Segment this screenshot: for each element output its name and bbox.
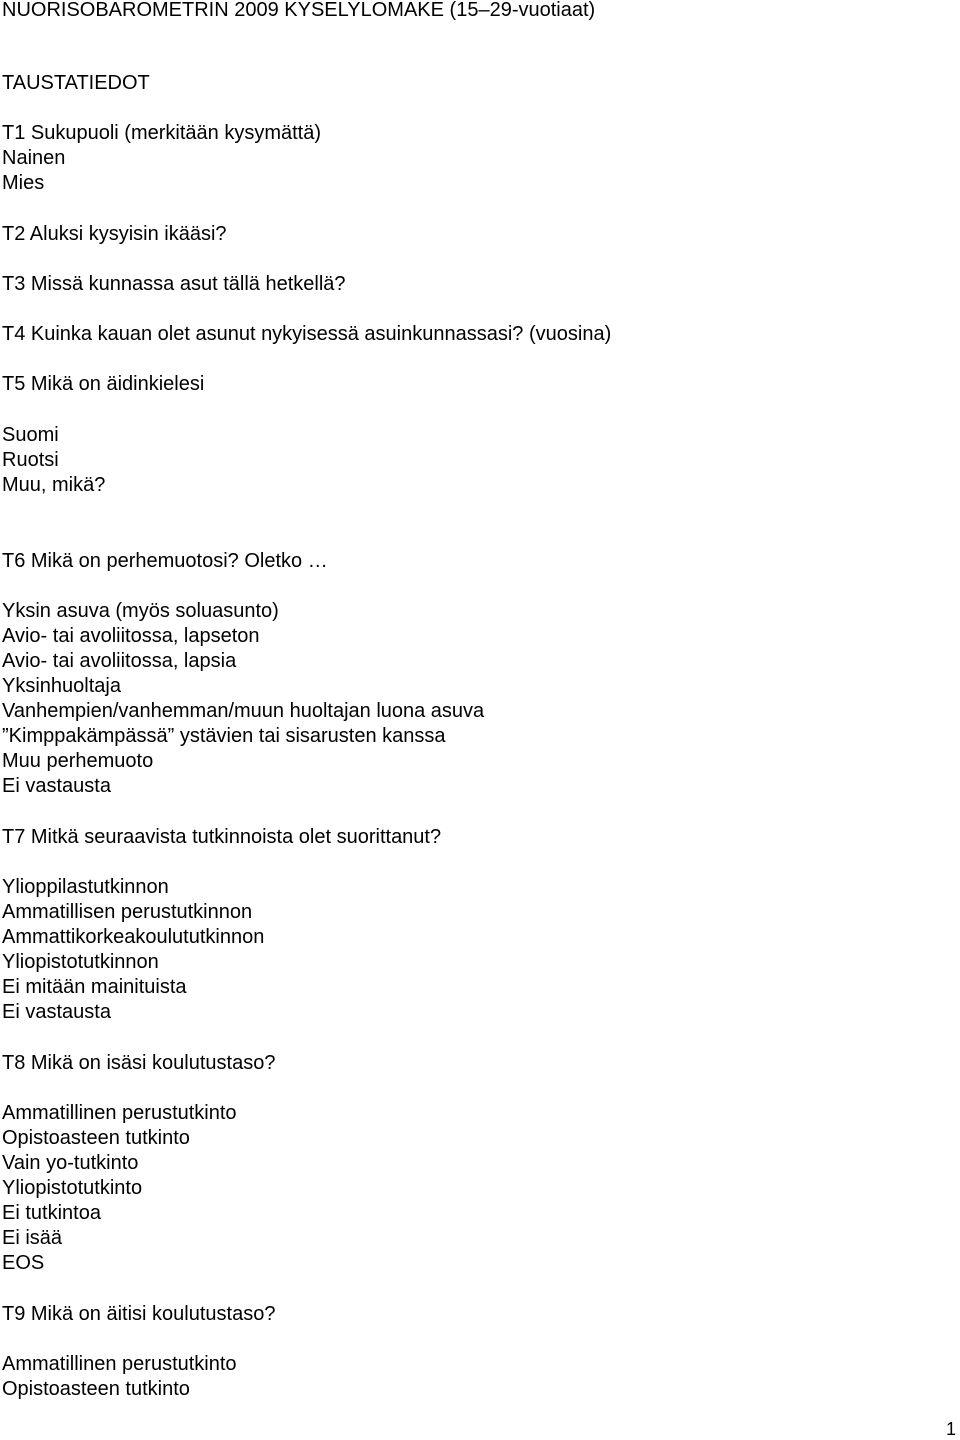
question-t5: T5 Mikä on äidinkielesi bbox=[2, 373, 205, 395]
option-t5-muu: Muu, mikä? bbox=[2, 474, 106, 496]
option-t6-muu-perhemuoto: Muu perhemuoto bbox=[2, 750, 154, 772]
section-heading: TAUSTATIEDOT bbox=[2, 72, 150, 94]
option-t7-ylioppilas: Ylioppilastutkinnon bbox=[2, 876, 169, 898]
option-t8-ei-isaa: Ei isää bbox=[2, 1227, 63, 1249]
option-t8-yliopisto: Yliopistotutkinto bbox=[2, 1177, 143, 1199]
question-t6: T6 Mikä on perhemuotosi? Oletko … bbox=[2, 550, 328, 572]
option-t6-vanhempien-luona: Vanhempien/vanhemman/muun huoltajan luona asuva bbox=[2, 700, 485, 722]
option-t8-ammatillinen: Ammatillinen perustutkinto bbox=[2, 1102, 237, 1124]
question-t1: T1 Sukupuoli (merkitään kysymättä) bbox=[2, 122, 322, 144]
question-t4: T4 Kuinka kauan olet asunut nykyisessä asuinkunnassasi? (vuosina) bbox=[2, 323, 612, 345]
option-t6-lapseton: Avio- tai avoliitossa, lapseton bbox=[2, 625, 260, 647]
option-t6-yksinhuoltaja: Yksinhuoltaja bbox=[2, 675, 121, 697]
question-t7: T7 Mitkä seuraavista tutkinnoista olet suorittanut? bbox=[2, 826, 442, 848]
option-t9-opistoaste: Opistoasteen tutkinto bbox=[2, 1378, 190, 1400]
option-t7-ammatillinen: Ammatillisen perustutkinnon bbox=[2, 901, 253, 923]
option-t1-nainen: Nainen bbox=[2, 147, 66, 169]
option-t6-yksin-asuva: Yksin asuva (myös soluasunto) bbox=[2, 600, 279, 622]
option-t1-mies: Mies bbox=[2, 172, 45, 194]
question-t3: T3 Missä kunnassa asut tällä hetkellä? bbox=[2, 273, 346, 295]
option-t6-ei-vastausta: Ei vastausta bbox=[2, 775, 111, 797]
document-title: NUORISOBAROMETRIN 2009 KYSELYLOMAKE (15–29-vuotiaat) bbox=[2, 0, 596, 21]
option-t8-opistoaste: Opistoasteen tutkinto bbox=[2, 1127, 190, 1149]
option-t5-ruotsi: Ruotsi bbox=[2, 449, 59, 471]
question-t8: T8 Mikä on isäsi koulutustaso? bbox=[2, 1052, 276, 1074]
option-t6-kimppakampassa: ”Kimppakämpässä” ystävien tai sisarusten kanssa bbox=[2, 725, 446, 747]
option-t7-yliopisto: Yliopistotutkinnon bbox=[2, 951, 159, 973]
option-t7-ei-vastausta: Ei vastausta bbox=[2, 1001, 111, 1023]
option-t9-ammatillinen: Ammatillinen perustutkinto bbox=[2, 1353, 237, 1375]
option-t8-yo: Vain yo-tutkinto bbox=[2, 1152, 139, 1174]
question-t9: T9 Mikä on äitisi koulutustaso? bbox=[2, 1303, 276, 1325]
option-t7-amk: Ammattikorkeakoulututkinnon bbox=[2, 926, 265, 948]
option-t8-eos: EOS bbox=[2, 1252, 45, 1274]
option-t6-lapsia: Avio- tai avoliitossa, lapsia bbox=[2, 650, 237, 672]
option-t7-ei-mitaan: Ei mitään mainituista bbox=[2, 976, 187, 998]
question-t2: T2 Aluksi kysyisin ikääsi? bbox=[2, 223, 227, 245]
option-t8-ei-tutkintoa: Ei tutkintoa bbox=[2, 1202, 101, 1224]
page-number: 1 bbox=[945, 1419, 956, 1439]
option-t5-suomi: Suomi bbox=[2, 424, 59, 446]
